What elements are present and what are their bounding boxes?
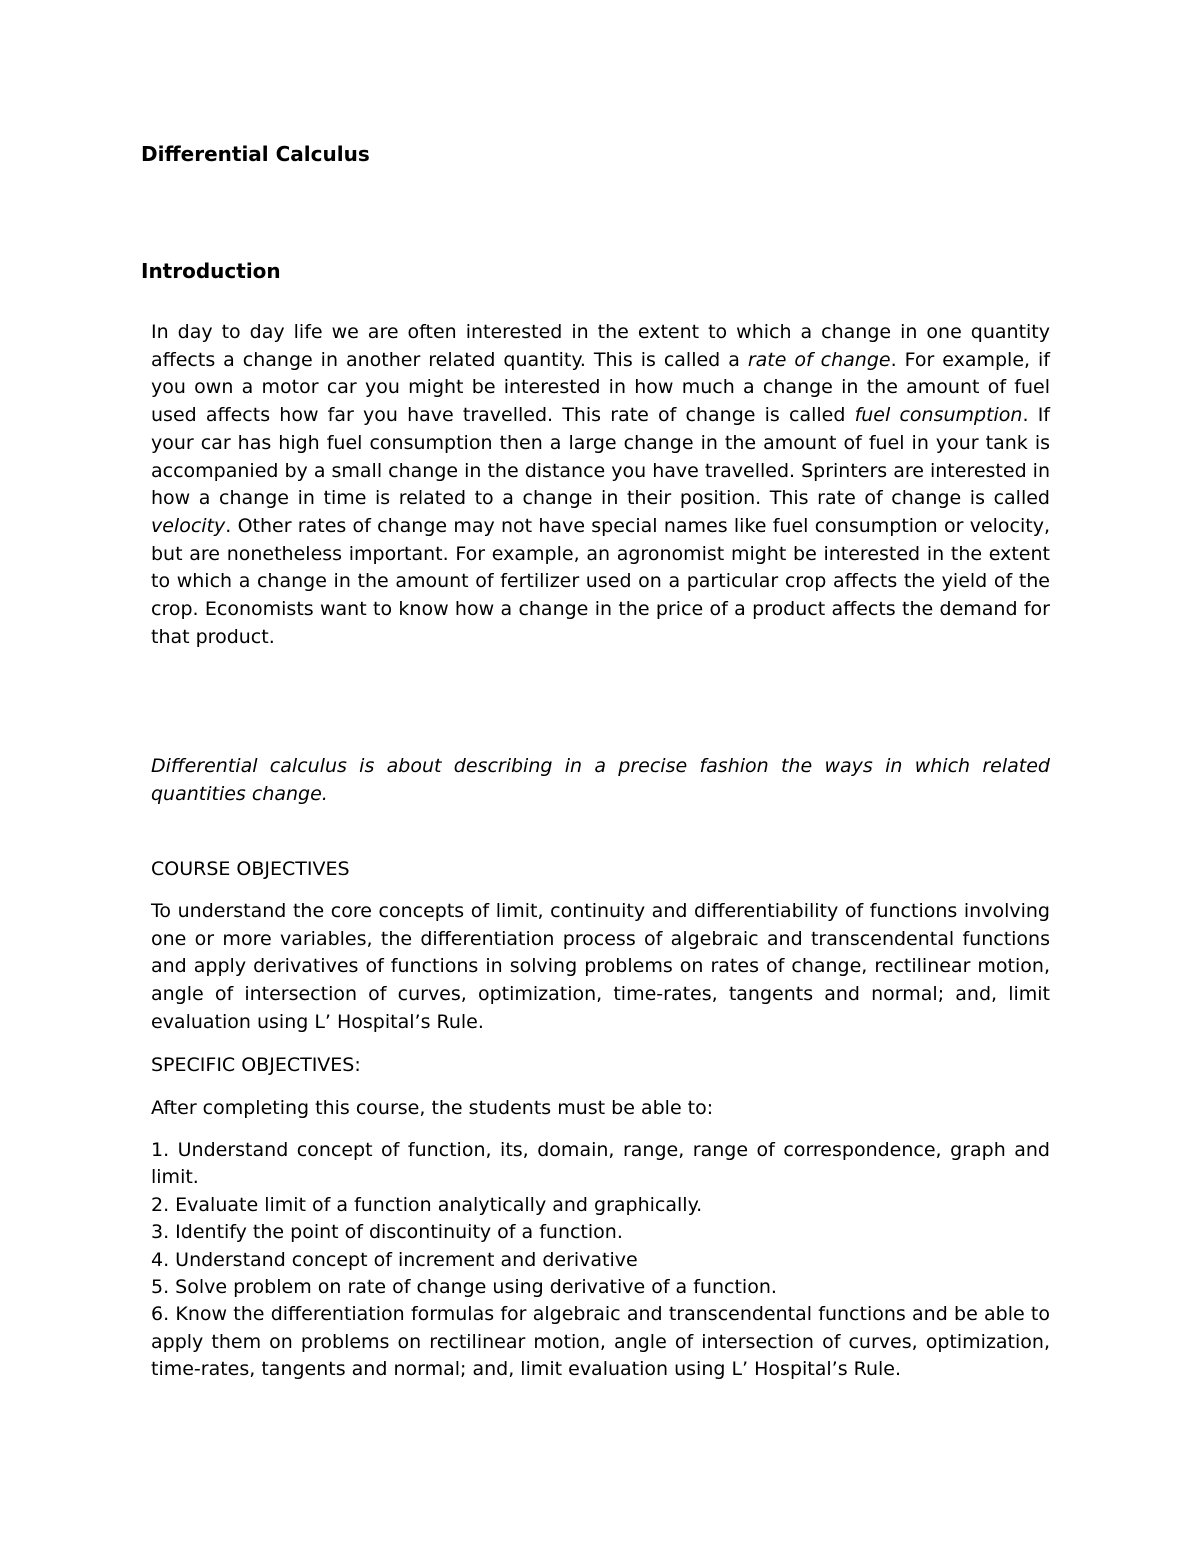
specific-objectives-list: [151, 1137, 1050, 1384]
intro-text-4: . Other rates of change may not have special names like fuel consumption or velocity, but are nonetheless important. For example, an agronomist might be interested in the extent to which a change in the amount of fertilizer used on a particular crop affects the yield of the crop. Economists want to know how a change in the price of a product affects the demand for that product.: [151, 514, 1050, 648]
document-title: Differential Calculus: [141, 142, 370, 166]
specific-objectives-lead: After completing this course, the students must be able to:: [151, 1097, 714, 1119]
intro-paragraph: [151, 319, 1050, 651]
term-velocity: velocity: [151, 514, 226, 537]
list-item: 4. Understand concept of increment and derivative: [151, 1248, 638, 1271]
intro-text-2: . For example, if you own a motor car you might be interested in how much a change in the amount of fuel used affects how far you have travelled. This rate of change is called: [151, 348, 1050, 427]
list-item: 5. Solve problem on rate of change using derivative of a function.: [151, 1276, 777, 1299]
term-fuel-consumption: fuel consumption: [854, 404, 1023, 427]
term-rate-of-change: rate of change: [747, 348, 891, 371]
course-objectives-text: To understand the core concepts of limit, continuity and differentiability of functions involving one or more variables, the differentiation process of algebraic and transcendental functions and apply derivatives of functions in solving problems on rates of change, rectilinear motion, angle of intersection of curves, optimization, time-rates, tangents and normal; and, limit evaluation using L’ Hospital’s Rule.: [151, 900, 1050, 1033]
list-item: 2. Evaluate limit of a function analytically and graphically.: [151, 1193, 703, 1216]
intro-text-1: In day to day life we are often interested in the extent to which a change in one quantity affects a change in another related quantity. This is called a: [151, 321, 1050, 371]
summary-statement: Differential calculus is about describing in a precise fashion the ways in which related quantities change.: [151, 755, 1050, 805]
section-heading-introduction: Introduction: [141, 259, 281, 283]
list-item: 1. Understand concept of function, its, domain, range, range of correspondence, graph and limit.: [151, 1139, 1050, 1189]
intro-text-3: . If your car has high fuel consumption then a large change in the amount of fuel in your tank is accompanied by a small change in the distance you have travelled. Sprinters are interested in how a change in time is related to a change in their position. This rate of change is called: [151, 404, 1050, 510]
list-item: 6. Know the differentiation formulas for algebraic and transcendental functions and be able to apply them on problems on rectilinear motion, angle of intersection of curves, optimization, time-rates, tangents and normal; and, limit evaluation using L’ Hospital’s Rule.: [151, 1303, 1050, 1381]
list-item: 3. Identify the point of discontinuity of a function.: [151, 1221, 623, 1244]
specific-objectives-heading: SPECIFIC OBJECTIVES:: [151, 1054, 361, 1076]
course-objectives-heading: COURSE OBJECTIVES: [151, 858, 350, 880]
